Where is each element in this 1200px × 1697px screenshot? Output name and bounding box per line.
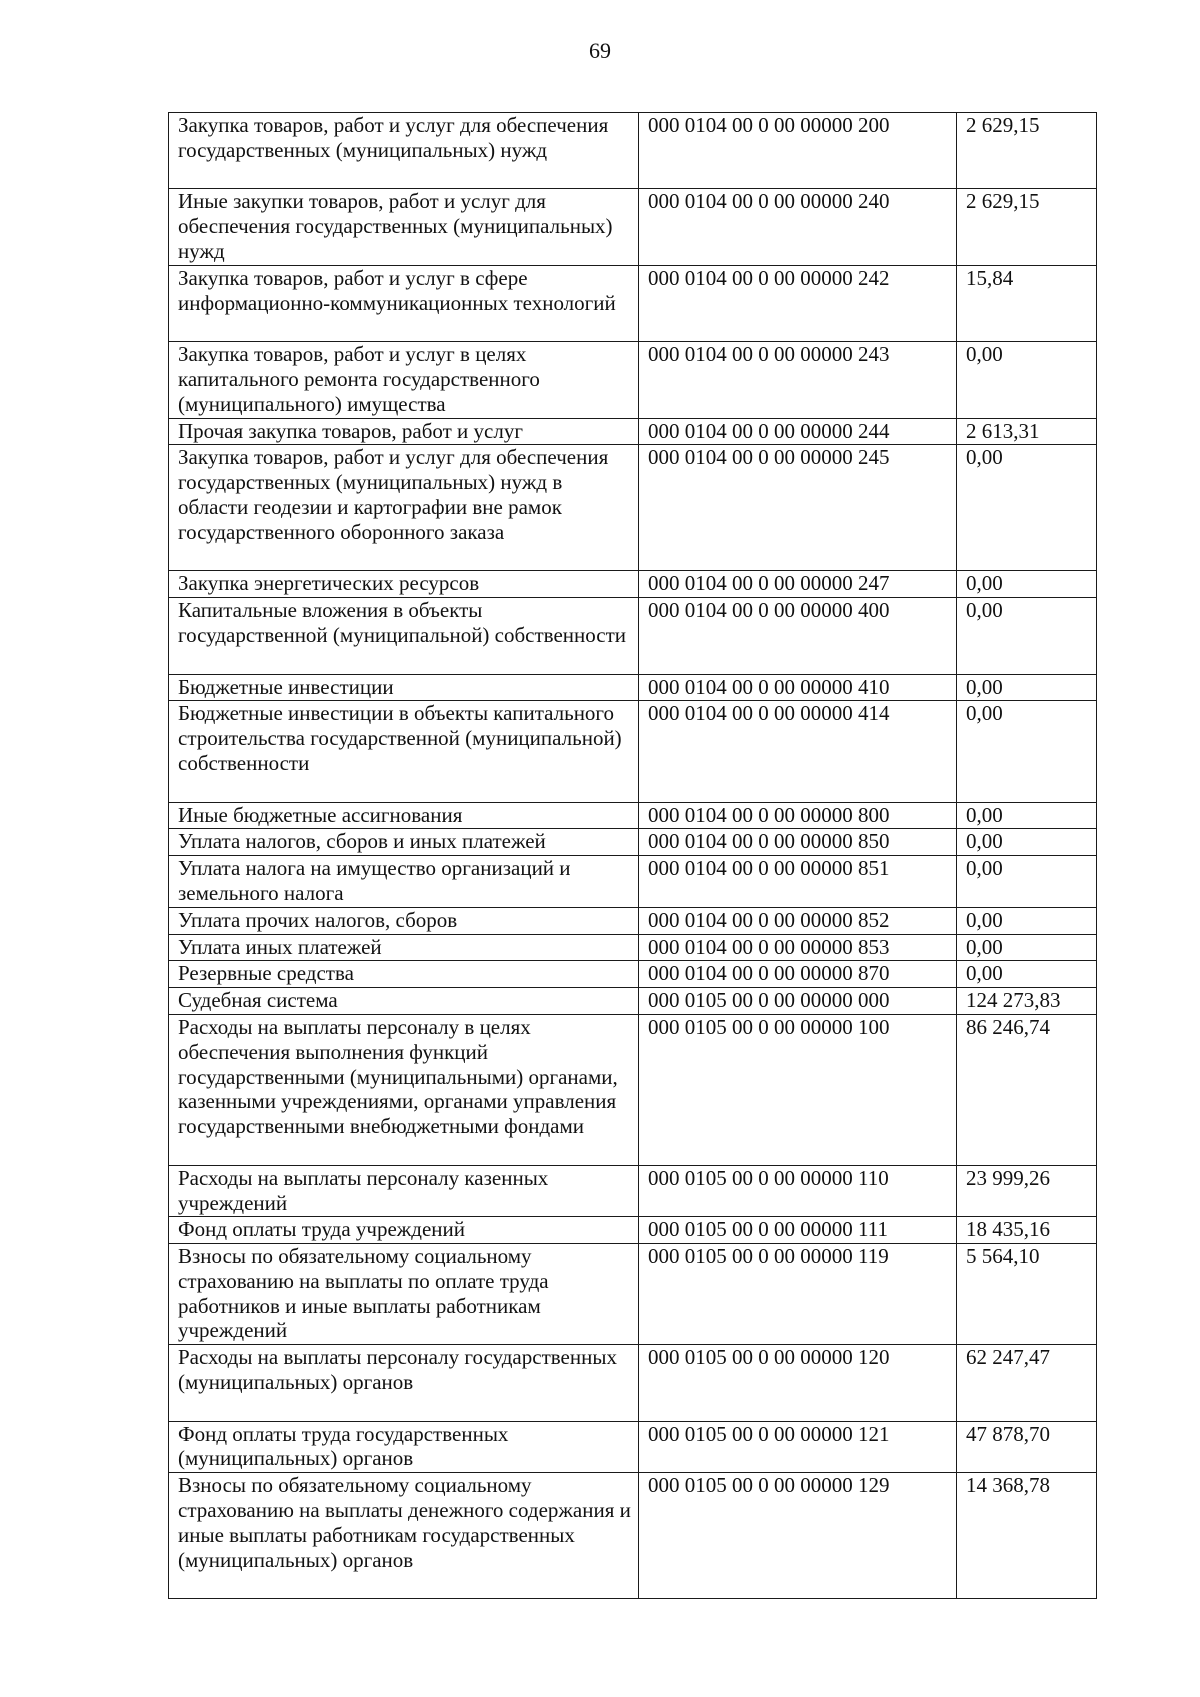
classification-code-cell: 000 0104 00 0 00 00000 851 — [639, 856, 957, 908]
table-row — [169, 418, 1097, 445]
classification-code-cell: 000 0104 00 0 00 00000 200 — [639, 113, 957, 189]
table-row — [169, 856, 1097, 908]
table-row — [169, 961, 1097, 988]
expense-name-cell: Уплата налогов, сборов и иных платежей — [169, 829, 639, 856]
classification-code-cell: 000 0104 00 0 00 00000 414 — [639, 701, 957, 802]
table-row — [169, 1014, 1097, 1165]
page-number: 69 — [589, 38, 611, 63]
amount-cell: 15,84 — [957, 265, 1097, 341]
table-row — [169, 1473, 1097, 1599]
classification-code-cell: 000 0104 00 0 00 00000 850 — [639, 829, 957, 856]
expense-name-cell: Резервные средства — [169, 961, 639, 988]
amount-cell: 86 246,74 — [957, 1014, 1097, 1165]
expense-name-cell: Уплата прочих налогов, сборов — [169, 907, 639, 934]
classification-code-cell: 000 0104 00 0 00 00000 410 — [639, 674, 957, 701]
amount-cell: 5 564,10 — [957, 1244, 1097, 1345]
table-row — [169, 802, 1097, 829]
classification-code-cell: 000 0104 00 0 00 00000 240 — [639, 189, 957, 265]
expense-name-cell: Бюджетные инвестиции — [169, 674, 639, 701]
table-row — [169, 701, 1097, 802]
expense-name-cell: Расходы на выплаты персоналу казенных учреждений — [169, 1165, 639, 1217]
expense-name-cell: Расходы на выплаты персоналу государственных (муниципальных) органов — [169, 1345, 639, 1421]
expense-name-cell: Взносы по обязательному социальному страхованию на выплаты денежного содержания и иные выплаты работникам государственных (муниципальных) органов — [169, 1473, 639, 1599]
classification-code-cell: 000 0104 00 0 00 00000 853 — [639, 934, 957, 961]
table-row — [169, 674, 1097, 701]
classification-code-cell: 000 0105 00 0 00 00000 000 — [639, 988, 957, 1015]
table-row — [169, 934, 1097, 961]
amount-cell: 0,00 — [957, 829, 1097, 856]
table-row — [169, 571, 1097, 598]
classification-code-cell: 000 0104 00 0 00 00000 870 — [639, 961, 957, 988]
classification-code-cell: 000 0104 00 0 00 00000 245 — [639, 445, 957, 571]
classification-code-cell: 000 0104 00 0 00 00000 800 — [639, 802, 957, 829]
amount-cell: 0,00 — [957, 701, 1097, 802]
amount-cell: 2 629,15 — [957, 113, 1097, 189]
table-row — [169, 1217, 1097, 1244]
expense-name-cell: Уплата иных платежей — [169, 934, 639, 961]
classification-code-cell: 000 0105 00 0 00 00000 120 — [639, 1345, 957, 1421]
classification-code-cell: 000 0104 00 0 00 00000 242 — [639, 265, 957, 341]
expense-name-cell: Закупка товаров, работ и услуг для обеспечения государственных (муниципальных) нужд — [169, 113, 639, 189]
table-row — [169, 1165, 1097, 1217]
classification-code-cell: 000 0104 00 0 00 00000 244 — [639, 418, 957, 445]
classification-code-cell: 000 0105 00 0 00 00000 119 — [639, 1244, 957, 1345]
table-row — [169, 598, 1097, 674]
amount-cell: 0,00 — [957, 598, 1097, 674]
expense-name-cell: Иные бюджетные ассигнования — [169, 802, 639, 829]
amount-cell: 0,00 — [957, 674, 1097, 701]
budget-table — [168, 112, 1097, 1599]
amount-cell: 14 368,78 — [957, 1473, 1097, 1599]
amount-cell: 0,00 — [957, 802, 1097, 829]
table-row — [169, 342, 1097, 418]
expense-name-cell: Капитальные вложения в объекты государственной (муниципальной) собственности — [169, 598, 639, 674]
table-row — [169, 988, 1097, 1015]
expense-name-cell: Закупка энергетических ресурсов — [169, 571, 639, 598]
amount-cell: 47 878,70 — [957, 1421, 1097, 1473]
table-row — [169, 265, 1097, 341]
classification-code-cell: 000 0104 00 0 00 00000 247 — [639, 571, 957, 598]
amount-cell: 0,00 — [957, 445, 1097, 571]
expense-name-cell: Прочая закупка товаров, работ и услуг — [169, 418, 639, 445]
expense-name-cell: Закупка товаров, работ и услуг в сфере информационно-коммуникационных технологий — [169, 265, 639, 341]
amount-cell: 18 435,16 — [957, 1217, 1097, 1244]
amount-cell: 0,00 — [957, 934, 1097, 961]
table-row — [169, 189, 1097, 265]
expense-name-cell: Уплата налога на имущество организаций и земельного налога — [169, 856, 639, 908]
expense-name-cell: Фонд оплаты труда учреждений — [169, 1217, 639, 1244]
table-body — [169, 113, 1097, 1599]
amount-cell: 0,00 — [957, 961, 1097, 988]
table-row — [169, 907, 1097, 934]
table-row — [169, 829, 1097, 856]
classification-code-cell: 000 0105 00 0 00 00000 121 — [639, 1421, 957, 1473]
expense-name-cell: Закупка товаров, работ и услуг для обеспечения государственных (муниципальных) нужд в области геодезии и картографии вне рамок государственного оборонного заказа — [169, 445, 639, 571]
amount-cell: 0,00 — [957, 856, 1097, 908]
expense-name-cell: Иные закупки товаров, работ и услуг для обеспечения государственных (муниципальных) нужд — [169, 189, 639, 265]
table-row — [169, 113, 1097, 189]
amount-cell: 0,00 — [957, 342, 1097, 418]
expense-name-cell: Бюджетные инвестиции в объекты капитального строительства государственной (муниципальной) собственности — [169, 701, 639, 802]
classification-code-cell: 000 0105 00 0 00 00000 100 — [639, 1014, 957, 1165]
amount-cell: 124 273,83 — [957, 988, 1097, 1015]
classification-code-cell: 000 0104 00 0 00 00000 400 — [639, 598, 957, 674]
expense-name-cell: Расходы на выплаты персоналу в целях обеспечения выполнения функций государственными (муниципальными) органами, казенными учреждениями, органами управления государственными внебюджетными фондами — [169, 1014, 639, 1165]
classification-code-cell: 000 0105 00 0 00 00000 111 — [639, 1217, 957, 1244]
classification-code-cell: 000 0104 00 0 00 00000 243 — [639, 342, 957, 418]
amount-cell: 23 999,26 — [957, 1165, 1097, 1217]
expense-name-cell: Судебная система — [169, 988, 639, 1015]
expense-name-cell: Фонд оплаты труда государственных (муниципальных) органов — [169, 1421, 639, 1473]
expense-name-cell: Закупка товаров, работ и услуг в целях капитального ремонта государственного (муниципального) имущества — [169, 342, 639, 418]
classification-code-cell: 000 0104 00 0 00 00000 852 — [639, 907, 957, 934]
amount-cell: 0,00 — [957, 907, 1097, 934]
amount-cell: 2 613,31 — [957, 418, 1097, 445]
table-row — [169, 1345, 1097, 1421]
amount-cell: 2 629,15 — [957, 189, 1097, 265]
table-row — [169, 1244, 1097, 1345]
table-row — [169, 445, 1097, 571]
classification-code-cell: 000 0105 00 0 00 00000 129 — [639, 1473, 957, 1599]
expense-name-cell: Взносы по обязательному социальному страхованию на выплаты по оплате труда работников и иные выплаты работникам учреждений — [169, 1244, 639, 1345]
amount-cell: 62 247,47 — [957, 1345, 1097, 1421]
classification-code-cell: 000 0105 00 0 00 00000 110 — [639, 1165, 957, 1217]
amount-cell: 0,00 — [957, 571, 1097, 598]
table-row — [169, 1421, 1097, 1473]
